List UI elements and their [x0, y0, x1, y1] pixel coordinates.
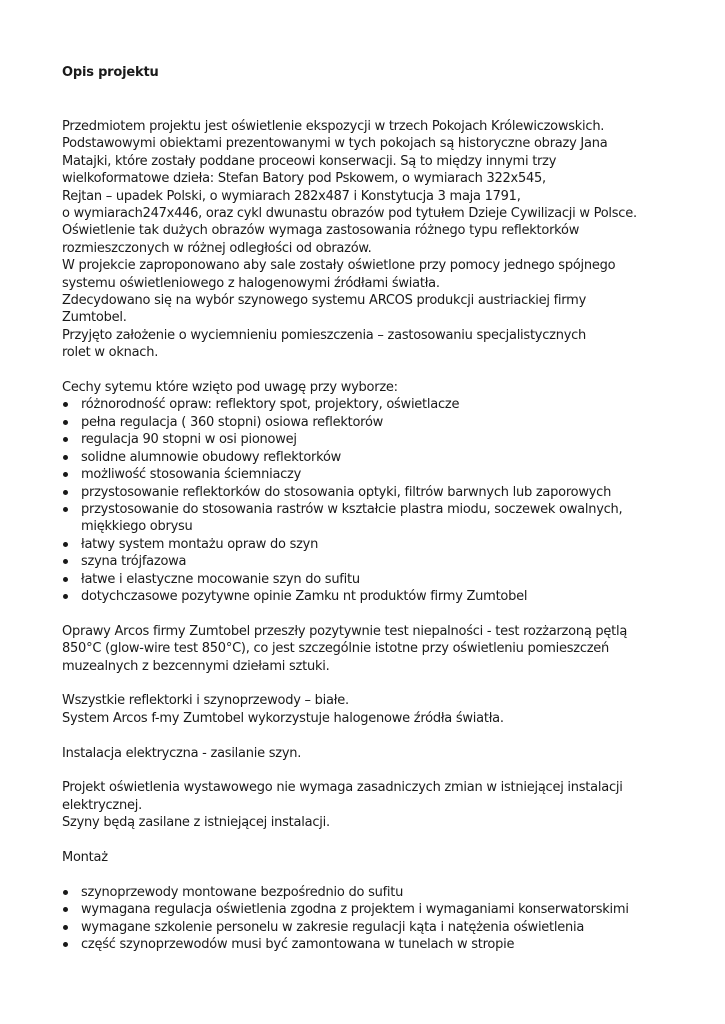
list-item	[62, 414, 702, 431]
list-item	[62, 536, 702, 553]
list-item-text: możliwość stosowania ściemniaczy	[81, 467, 302, 483]
page-title: Opis projektu	[62, 65, 159, 80]
list-item	[62, 501, 702, 536]
spacer	[62, 675, 702, 692]
intro-line: Przedmiotem projektu jest oświetlenie ekspozycji w trzech Pokojach Królewiczowskich.	[62, 119, 605, 134]
list-item	[62, 588, 702, 605]
intro-line: rozmieszczonych w różnej odległości od obrazów.	[62, 240, 372, 256]
list-item	[62, 571, 702, 588]
montaz-heading: Montaż	[62, 849, 108, 865]
paragraph-line: elektrycznej.	[62, 797, 142, 813]
list-item-text: miękkiego obrysu	[81, 519, 193, 535]
paragraph-line: 850°C (glow-wire test 850°C), co jest szczególnie istotne przy oświetleniu pomieszczeń	[62, 641, 610, 657]
features-list	[62, 396, 702, 605]
paragraph-line: System Arcos f-my Zumtobel wykorzystuje halogenowe źródła światła.	[62, 710, 504, 726]
intro-line: o wymiarach247x446, oraz cykl dwunastu obrazów pod tytułem Dzieje Cywilizacji w Polsce.	[62, 206, 637, 222]
intro-paragraph	[62, 118, 702, 362]
document-page	[62, 64, 702, 953]
spacer	[62, 866, 702, 883]
intro-line: Rejtan – upadek Polski, o wymiarach 282x487 i Konstytucja 3 maja 1791,	[62, 188, 521, 204]
list-item-text: część szynoprzewodów musi być zamontowana w tunelach w stropie	[81, 936, 515, 952]
color-source-paragraph	[62, 692, 702, 727]
list-item-text: szyna trójfazowa	[81, 554, 187, 570]
spacer	[62, 832, 702, 849]
list-item	[62, 396, 702, 413]
intro-line: Matajki, które zostały poddane proceowi konserwacji. Są to między innymi trzy	[62, 153, 557, 169]
spacer	[62, 727, 702, 744]
spacer	[62, 605, 702, 622]
list-item-text: pełna regulacja ( 360 stopni) osiowa reflektorów	[81, 414, 384, 430]
paragraph-line: muzealnych z bezcennymi dziełami sztuki.	[62, 658, 330, 674]
list-item	[62, 884, 702, 901]
list-item-text: przystosowanie reflektorków do stosowania optyki, filtrów barwnych lub zaporowych	[81, 484, 612, 500]
intro-line: Przyjęto założenie o wyciemnieniu pomieszczenia – zastosowaniu specjalistycznych	[62, 327, 587, 343]
paragraph-line: Szyny będą zasilane z istniejącej instalacji.	[62, 815, 330, 831]
list-item	[62, 919, 702, 936]
list-item-text: łatwy system montażu opraw do szyn	[81, 536, 319, 552]
list-item	[62, 553, 702, 570]
intro-line: systemu oświetleniowego z halogenowymi źródłami światła.	[62, 275, 440, 291]
list-item-text: łatwe i elastyczne mocowanie szyn do sufitu	[81, 571, 360, 587]
list-item-text: szynoprzewody montowane bezpośrednio do sufitu	[81, 884, 404, 900]
intro-line: W projekcie zaproponowano aby sale zostały oświetlone przy pomocy jednego spójnego	[62, 258, 616, 274]
paragraph-line: Projekt oświetlenia wystawowego nie wymaga zasadniczych zmian w istniejącej instalacji	[62, 780, 623, 796]
list-item-text: regulacja 90 stopni w osi pionowej	[81, 432, 297, 448]
list-item	[62, 901, 702, 918]
list-item-text: różnorodność opraw: reflektory spot, projektory, oświetlacze	[81, 397, 460, 413]
list-item	[62, 431, 702, 448]
list-item-text: przystosowanie do stosowania rastrów w kształcie plastra miodu, soczewek owalnych,	[81, 501, 623, 517]
spacer	[62, 762, 702, 779]
list-item	[62, 466, 702, 483]
list-item-text: wymagane szkolenie personelu w zakresie regulacji kąta i natężenia oświetlenia	[81, 919, 585, 935]
intro-line: wielkoformatowe dzieła: Stefan Batory pod Pskowem, o wymiarach 322x545,	[62, 171, 546, 187]
spacer	[62, 362, 702, 379]
intro-line: Oświetlenie tak dużych obrazów wymaga zastosowania różnego typu reflektorków	[62, 223, 580, 239]
intro-line: Zumtobel.	[62, 310, 127, 326]
list-item	[62, 449, 702, 466]
paragraph-line: Oprawy Arcos firmy Zumtobel przeszły pozytywnie test niepalności - test rozżarzoną pętlą	[62, 623, 628, 639]
list-item-text: solidne alumnowie obudowy reflektorków	[81, 449, 342, 465]
intro-line: rolet w oknach.	[62, 345, 159, 361]
list-item-text: wymagana regulacja oświetlenia zgodna z projektem i wymaganiami konserwatorskimi	[81, 902, 629, 918]
list-item	[62, 936, 702, 953]
arcos-test-paragraph	[62, 623, 702, 675]
paragraph-line: Wszystkie reflektorki i szynoprzewody – białe.	[62, 693, 349, 709]
list-item-text: dotychczasowe pozytywne opinie Zamku nt produktów firmy Zumtobel	[81, 588, 528, 604]
project-note-paragraph	[62, 779, 702, 831]
intro-line: Podstawowymi obiektami prezentowanymi w tych pokojach są historyczne obrazy Jana	[62, 136, 608, 152]
montaz-list	[62, 884, 702, 954]
intro-line: Zdecydowano się na wybór szynowego systemu ARCOS produkcji austriackiej firmy	[62, 293, 587, 309]
electrical-heading: Instalacja elektryczna - zasilanie szyn.	[62, 745, 302, 761]
features-intro: Cechy sytemu które wzięto pod uwagę przy wyborze:	[62, 380, 398, 396]
list-item	[62, 484, 702, 501]
